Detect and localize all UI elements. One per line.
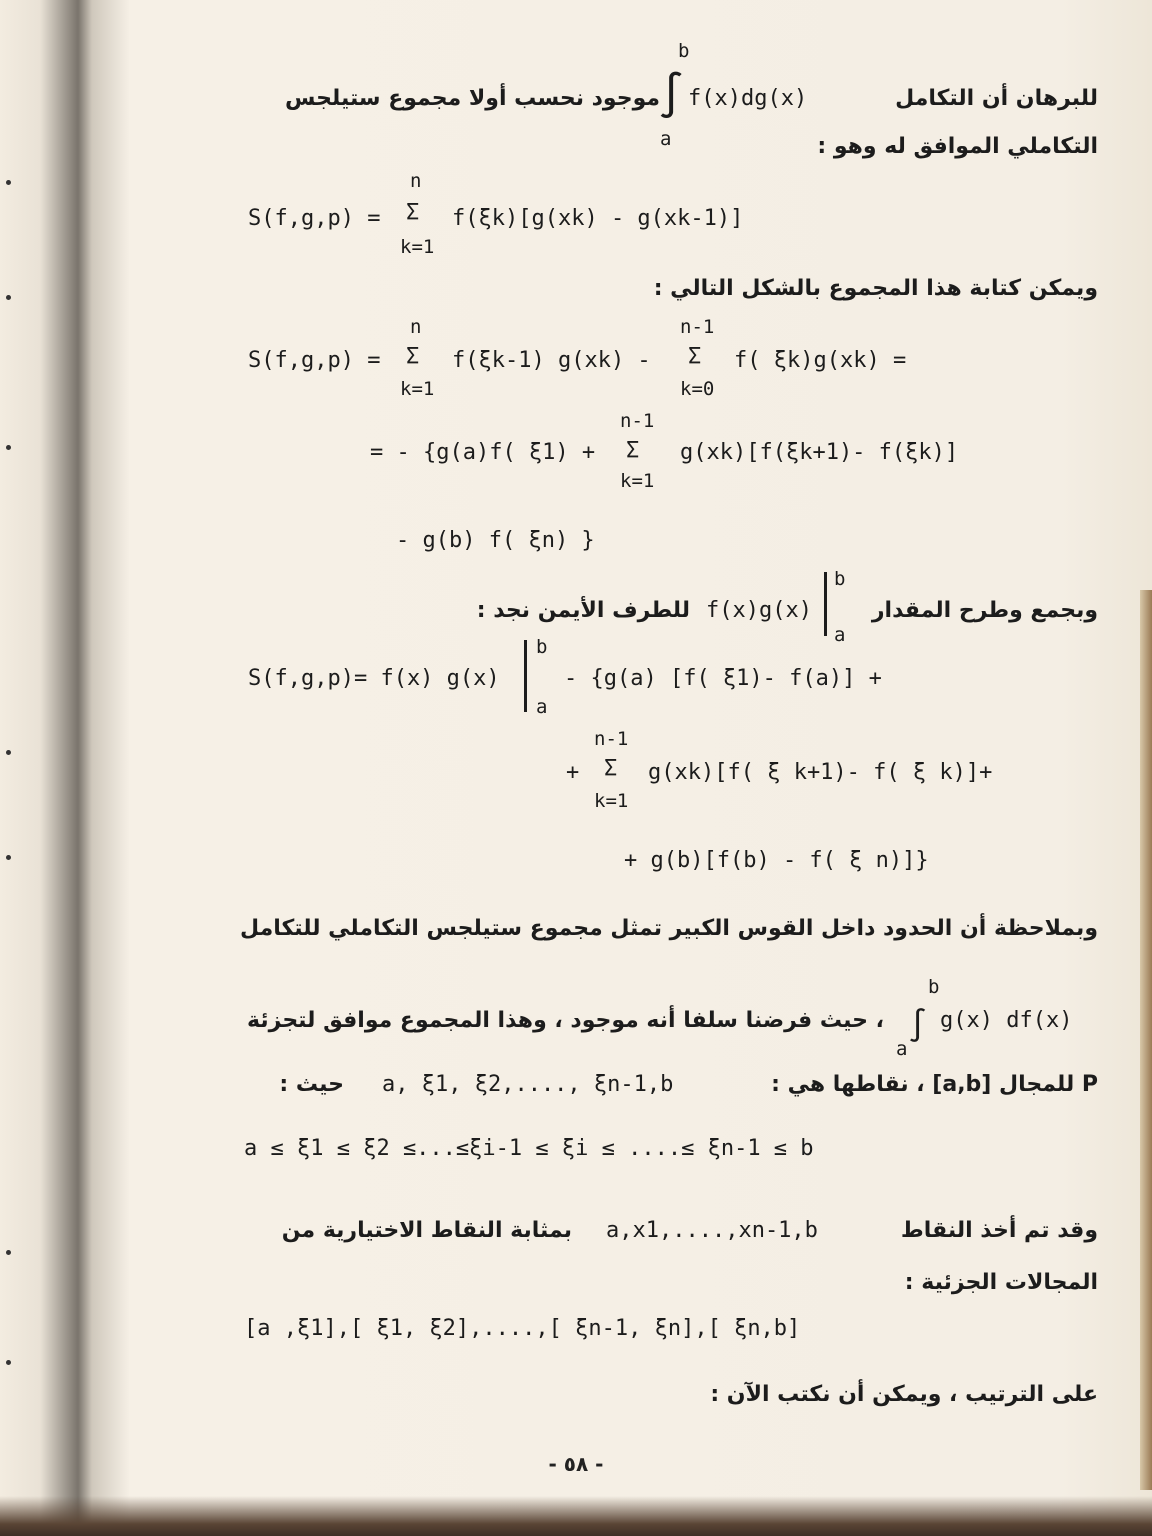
- eq5-lower: a: [536, 696, 548, 718]
- eq6-body: g(xk)[f( ξ k+1)- f( ξ k)]+: [648, 760, 993, 785]
- eq3-body: g(xk)[f(ξk+1)- f(ξk)]: [680, 440, 959, 465]
- eq1-sigma: Σ: [406, 200, 420, 225]
- add-subtract-text-left: للطرف الأيمن نجد :: [476, 598, 690, 623]
- choice-text-left: بمثابة النقاط الاختيارية من: [281, 1218, 572, 1243]
- eq2-sigma2: Σ: [688, 344, 702, 369]
- closing-text: على الترتيب ، ويمكن أن نكتب الآن :: [710, 1382, 1098, 1407]
- margin-speck: [6, 445, 11, 450]
- integrand: f(x)dg(x): [688, 86, 808, 111]
- integral-lower-limit: a: [660, 128, 672, 150]
- integral2-expr: g(x) df(x): [940, 1008, 1073, 1033]
- eq5-evaluation-bar: [524, 640, 527, 712]
- eq6-sigma: Σ: [604, 756, 618, 781]
- eq3-head: = - {g(a)f( ξ1) +: [370, 440, 596, 465]
- eq1-sum-bottom: k=1: [400, 236, 435, 258]
- eq2-sum1-bottom: k=1: [400, 378, 435, 400]
- partition-where: حيث :: [279, 1072, 344, 1097]
- observation-text: وبملاحظة أن الحدود داخل القوس الكبير تمثل مجموع ستيلجس التكاملي للتكامل: [239, 916, 1098, 941]
- eq2-term1: f(ξk-1) g(xk) -: [452, 348, 651, 373]
- eq3-sigma: Σ: [626, 438, 640, 463]
- intro-text-line2: التكاملي الموافق له وهو :: [817, 134, 1098, 159]
- choice-points: a,x1,....,xn-1,b: [606, 1218, 818, 1243]
- eq3-sum-top: n-1: [620, 410, 655, 432]
- page-number: - ٥٨ -: [548, 1452, 604, 1476]
- integral2-lower: a: [896, 1038, 908, 1060]
- ordering-inequality: a ≤ ξ1 ≤ ξ2 ≤...≤ξi-1 ≤ ξi ≤ ....≤ ξn-1 ≤ b: [244, 1136, 814, 1161]
- eq6-sum-bottom: k=1: [594, 790, 629, 812]
- evaluation-bar: [824, 572, 827, 636]
- choice-text-right: وقد تم أخذ النقاط: [900, 1218, 1098, 1243]
- assumption-text: ، حيث فرضنا سلفا أنه موجود ، وهذا المجموع موافق لتجزئة: [247, 1008, 884, 1033]
- margin-speck: [6, 750, 11, 755]
- margin-speck: [6, 855, 11, 860]
- subintervals-label: المجالات الجزئية :: [904, 1270, 1098, 1295]
- margin-speck: [6, 1360, 11, 1365]
- margin-speck: [6, 180, 11, 185]
- partition-points: a, ξ1, ξ2,...., ξn-1,b: [382, 1072, 674, 1097]
- eq2-sum2-top: n-1: [680, 316, 715, 338]
- page-bottom-shadow: [0, 1496, 1152, 1536]
- integral2-upper: b: [928, 976, 940, 998]
- eq5-lhs: S(f,g,p)= f(x) g(x): [248, 666, 500, 691]
- margin-speck: [6, 1250, 11, 1255]
- eval-lower: a: [834, 624, 846, 646]
- eq3-sum-bottom: k=1: [620, 470, 655, 492]
- integral-sign: ∫: [658, 70, 685, 121]
- intro-text-left: موجود نحسب أولا مجموع ستيلجس: [285, 86, 660, 111]
- eq4: - g(b) f( ξn) }: [396, 528, 595, 553]
- subintervals-list: [a ,ξ1],[ ξ1, ξ2],....,[ ξn-1, ξn],[ ξn,b]: [244, 1316, 801, 1341]
- eval-upper: b: [834, 568, 846, 590]
- integral-upper-limit: b: [678, 40, 690, 62]
- partition-text: P للمجال [a,b] ، نقاطها هي :: [771, 1072, 1098, 1097]
- eq7: + g(b)[f(b) - f( ξ n)]}: [624, 848, 929, 873]
- eq5-rest: - {g(a) [f( ξ1)- f(a)] +: [564, 666, 882, 691]
- eq1-sum-top: n: [410, 170, 422, 192]
- add-subtract-text-right: وبجمع وطرح المقدار: [871, 598, 1098, 623]
- page-edge: [1140, 590, 1152, 1490]
- eq6-plus: +: [566, 760, 580, 785]
- eq2-sum2-bottom: k=0: [680, 378, 715, 400]
- eq1-lhs: S(f,g,p) =: [248, 206, 381, 231]
- eq2-term2: f( ξk)g(xk) =: [734, 348, 907, 373]
- eq2-sum1-top: n: [410, 316, 422, 338]
- integral-sign-2: ∫: [908, 1006, 928, 1044]
- rewrite-text: ويمكن كتابة هذا المجموع بالشكل التالي :: [653, 276, 1098, 301]
- eq6-sum-top: n-1: [594, 728, 629, 750]
- intro-text-right: للبرهان أن التكامل: [895, 86, 1098, 111]
- eq5-upper: b: [536, 636, 548, 658]
- eq2-sigma1: Σ: [406, 344, 420, 369]
- eq1-body: f(ξk)[g(xk) - g(xk-1)]: [452, 206, 744, 231]
- boundary-expr: f(x)g(x): [706, 598, 812, 623]
- margin-speck: [6, 295, 11, 300]
- eq2-lhs: S(f,g,p) =: [248, 348, 381, 373]
